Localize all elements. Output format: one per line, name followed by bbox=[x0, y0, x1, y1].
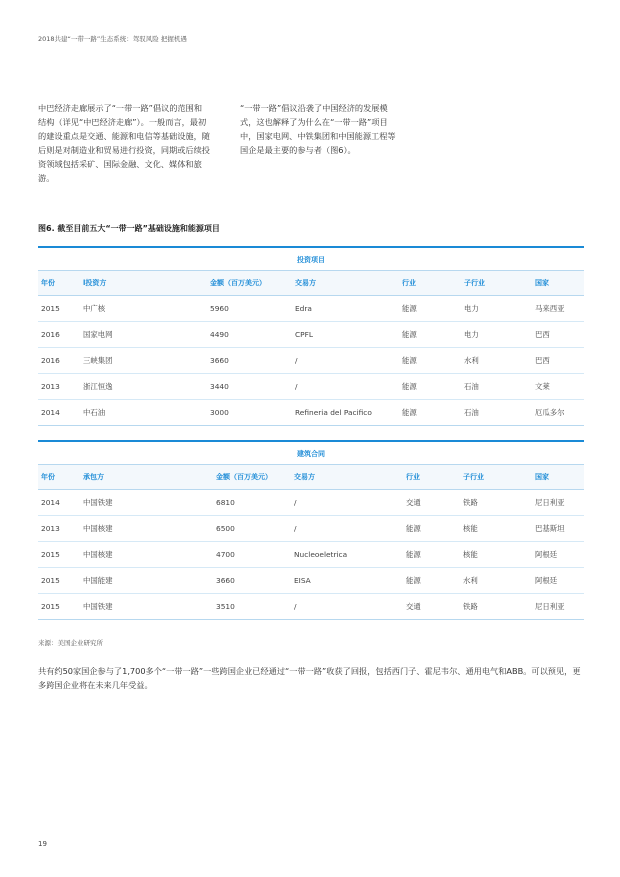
table-row bbox=[38, 516, 584, 542]
cell-counterparty: Refineria del Pacifico bbox=[295, 407, 372, 417]
column-header: 行业 bbox=[402, 278, 416, 287]
cell-subindustry: 石油 bbox=[464, 381, 479, 391]
cell-year: 2013 bbox=[41, 523, 60, 533]
column-header: 年份 bbox=[41, 472, 55, 481]
table-row bbox=[38, 490, 584, 516]
column-header: 子行业 bbox=[463, 472, 484, 481]
table-row bbox=[38, 594, 584, 620]
cell-year: 2015 bbox=[41, 549, 60, 559]
cell-subindustry: 铁路 bbox=[463, 601, 478, 611]
cell-investor: 国家电网 bbox=[83, 329, 113, 339]
cell-subindustry: 石油 bbox=[464, 407, 479, 417]
cell-amount: 4700 bbox=[216, 549, 235, 559]
body-column-right: “一带一路”倡议沿袭了中国经济的发展模式，这也解释了为什么在“一带一路”项目中，国家电网、中铁集团和中国能源工程等国企是最主要的参与者（图6）。 bbox=[240, 103, 396, 155]
column-header: 国家 bbox=[535, 278, 549, 287]
column-header: 交易方 bbox=[295, 278, 316, 287]
cell-country: 马来西亚 bbox=[535, 303, 565, 313]
cell-amount: 3660 bbox=[210, 355, 229, 365]
table-row bbox=[38, 568, 584, 594]
investment-table bbox=[38, 246, 584, 426]
table-row bbox=[38, 542, 584, 568]
cell-country: 尼日利亚 bbox=[535, 497, 565, 507]
cell-country: 厄瓜多尔 bbox=[535, 407, 565, 417]
cell-industry: 能源 bbox=[406, 575, 421, 585]
column-header: l投资方 bbox=[83, 278, 107, 287]
cell-country: 尼日利亚 bbox=[535, 601, 565, 611]
cell-country: 巴基斯坦 bbox=[535, 523, 565, 533]
column-header: 国家 bbox=[535, 472, 549, 481]
cell-contractor: 中国核建 bbox=[83, 549, 113, 559]
cell-year: 2014 bbox=[41, 407, 60, 417]
table-band-title: 建筑合同 bbox=[297, 449, 325, 458]
body-column-left: 中巴经济走廊展示了“一带一路”倡议的范围和结构（详见“中巴经济走廊”）。一般而言，最初的建设重点是交通、能源和电信等基础设施，随后则是对制造业和贸易进行投资，同期或后续投资领域包括采矿、国际金融、文化、媒体和旅游。 bbox=[38, 103, 210, 183]
cell-contractor: 中国铁建 bbox=[83, 601, 113, 611]
source-note: 来源：美国企业研究所 bbox=[38, 639, 103, 647]
cell-year: 2015 bbox=[41, 601, 60, 611]
column-header: 行业 bbox=[406, 472, 420, 481]
column-header: 金额（百万美元） bbox=[216, 472, 272, 481]
cell-counterparty: CPFL bbox=[295, 329, 313, 339]
column-header: 承包方 bbox=[83, 472, 104, 481]
cell-amount: 6500 bbox=[216, 523, 235, 533]
cell-counterparty: EISA bbox=[294, 575, 311, 585]
cell-industry: 能源 bbox=[406, 549, 421, 559]
cell-counterparty: / bbox=[294, 601, 297, 611]
cell-counterparty: / bbox=[295, 355, 298, 365]
cell-investor: 三峡集团 bbox=[83, 355, 113, 365]
cell-counterparty: / bbox=[295, 381, 298, 391]
cell-subindustry: 铁路 bbox=[463, 497, 478, 507]
cell-country: 文莱 bbox=[535, 381, 550, 391]
cell-investor: 浙江恒逸 bbox=[83, 381, 113, 391]
column-header: 金额（百万美元） bbox=[210, 278, 266, 287]
cell-amount: 6810 bbox=[216, 497, 235, 507]
cell-industry: 能源 bbox=[406, 523, 421, 533]
cell-counterparty: / bbox=[294, 523, 297, 533]
cell-industry: 能源 bbox=[402, 355, 417, 365]
column-header: 交易方 bbox=[294, 472, 315, 481]
cell-subindustry: 核能 bbox=[463, 523, 478, 533]
page-number: 19 bbox=[38, 840, 47, 848]
table-header-row bbox=[38, 270, 584, 296]
table-row bbox=[38, 348, 584, 374]
cell-country: 巴西 bbox=[535, 355, 550, 365]
body-paragraph: 共有约50家国企参与了1,700多个“一带一路”一些跨国企业已经通过“一带一路”收获了回报，包括西门子、霍尼韦尔、通用电气和ABB。可以预见，更多跨国企业将在未来几年受益。 bbox=[38, 666, 581, 690]
cell-subindustry: 水利 bbox=[464, 355, 479, 365]
cell-industry: 能源 bbox=[402, 381, 417, 391]
cell-amount: 3440 bbox=[210, 381, 229, 391]
cell-year: 2016 bbox=[41, 329, 60, 339]
cell-year: 2014 bbox=[41, 497, 60, 507]
column-header: 子行业 bbox=[464, 278, 485, 287]
cell-year: 2015 bbox=[41, 575, 60, 585]
cell-industry: 交通 bbox=[406, 601, 421, 611]
cell-industry: 能源 bbox=[402, 407, 417, 417]
construction-table bbox=[38, 440, 584, 620]
cell-counterparty: Nucleoeletrica bbox=[294, 549, 348, 559]
cell-amount: 3660 bbox=[216, 575, 235, 585]
cell-investor: 中石油 bbox=[83, 407, 106, 417]
cell-country: 巴西 bbox=[535, 329, 550, 339]
cell-amount: 3000 bbox=[210, 407, 229, 417]
cell-contractor: 中国核建 bbox=[83, 523, 113, 533]
cell-subindustry: 核能 bbox=[463, 549, 478, 559]
table-row bbox=[38, 322, 584, 348]
table-row bbox=[38, 374, 584, 400]
table-band-title: 投资项目 bbox=[297, 255, 325, 264]
cell-contractor: 中国能建 bbox=[83, 575, 113, 585]
cell-industry: 能源 bbox=[402, 303, 417, 313]
cell-industry: 交通 bbox=[406, 497, 421, 507]
cell-amount: 4490 bbox=[210, 329, 229, 339]
cell-amount: 5960 bbox=[210, 303, 229, 313]
cell-subindustry: 水利 bbox=[463, 575, 478, 585]
figure-title: 图6. 截至目前五大“一带一路”基础设施和能源项目 bbox=[38, 224, 220, 233]
cell-counterparty: Edra bbox=[295, 303, 312, 313]
table-row bbox=[38, 296, 584, 322]
cell-industry: 能源 bbox=[402, 329, 417, 339]
cell-contractor: 中国铁建 bbox=[83, 497, 113, 507]
cell-year: 2016 bbox=[41, 355, 60, 365]
cell-country: 阿根廷 bbox=[535, 575, 558, 585]
cell-counterparty: / bbox=[294, 497, 297, 507]
running-header: 2018共建“一带一路”生态系统：驾驭风险 把握机遇 bbox=[38, 35, 187, 43]
column-header: 年份 bbox=[41, 278, 55, 287]
cell-subindustry: 电力 bbox=[464, 303, 479, 313]
cell-year: 2013 bbox=[41, 381, 60, 391]
cell-country: 阿根廷 bbox=[535, 549, 558, 559]
cell-year: 2015 bbox=[41, 303, 60, 313]
table-header-row bbox=[38, 464, 584, 490]
table-row bbox=[38, 400, 584, 426]
cell-subindustry: 电力 bbox=[464, 329, 479, 339]
cell-investor: 中广核 bbox=[83, 303, 106, 313]
cell-amount: 3510 bbox=[216, 601, 235, 611]
